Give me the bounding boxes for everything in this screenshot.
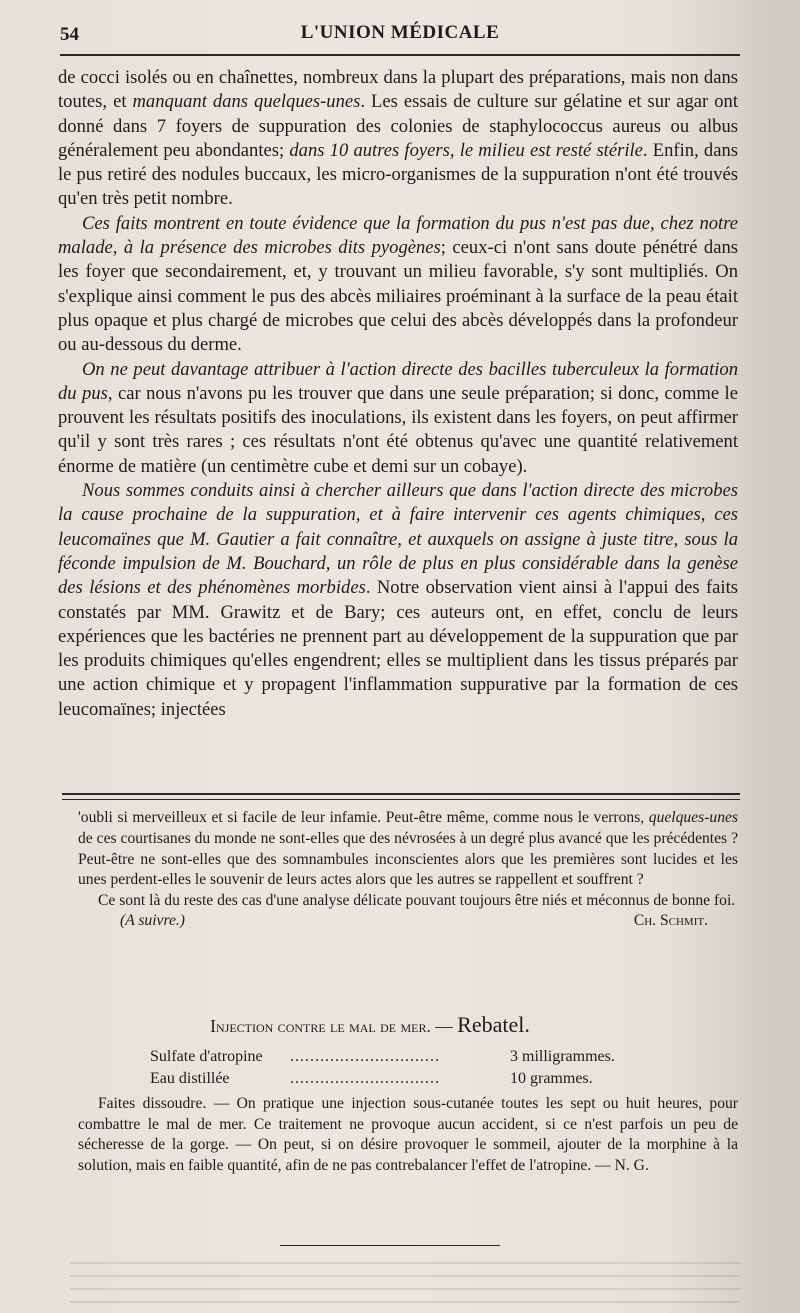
- ingredient-row: [150, 1048, 640, 1070]
- author-signature: Ch. Schmit.: [633, 911, 708, 929]
- ingredient-name: Sulfate d'atropine: [150, 1048, 263, 1065]
- feuilleton-paragraph: Ce sont là du reste des cas d'une analyse délicate pouvant toujours être niés et méconnus de bonne foi.: [98, 892, 736, 910]
- main-paragraph: On ne peut davantage attribuer à l'action directe des bacilles tuberculeux la formation du pus, car nous n'avons pu les trouver que dans une seule préparation; si donc, comme le prouvent les résultats positifs des inoculations, ils existent dans les foyers, on peut affirmer qu'il y sont très rares ; ces résultats n'ont été obtenus qu'avec une quantité relativement énorme de matière (un centimètre cube et demi sur un cobaye).: [58, 358, 738, 477]
- section-divider: [62, 793, 740, 800]
- leader-dots: ..............................: [290, 1070, 440, 1087]
- ingredient-row: [150, 1070, 640, 1092]
- to-be-continued: (A suivre.): [120, 911, 185, 929]
- recipe-instructions: [78, 1094, 738, 1176]
- feuilleton-continuation: [78, 808, 738, 934]
- signature-line: [78, 912, 738, 934]
- ingredient-name: Eau distillée: [150, 1070, 230, 1087]
- recipe-title: Injection contre le mal de mer. — Rebatel.: [210, 1012, 530, 1037]
- main-paragraph: Nous sommes conduits ainsi à chercher ailleurs que dans l'action directe des microbes la cause prochaine de la suppuration, et à faire intervenir ces agents chimiques, ces leucomaïnes que M. Gautier a fait connaître, et auxquels on assigne à juste titre, sous la féconde impulsion de M. Bouchard, un rôle de plus en plus considérable dans la genèse des lésions et des phénomènes morbides. Notre observation vient ainsi à l'appui des faits constatés par MM. Grawitz et de Bary; ces auteurs ont, en effet, conclu de leurs expériences que les bactéries ne prennent part au développement de la suppuration que par les produits chimiques qu'elles engendrent; elles se multiplient dans les tissus préparés par une action chimique et y propagent l'inflammation suppurative par la formation de ces leucomaïnes; injectées: [58, 480, 739, 720]
- main-paragraph: Ces faits montrent en toute évidence que la formation du pus n'est pas due, chez notre malade, à la présence des microbes dits pyogènes; ceux-ci n'ont sans doute pénétré dans les foyer que secondairement, et, y trouvant un milieu favorable, s'y sont multipliés. On s'explique ainsi comment le pus des abcès miliaires proéminant à la surface de la peau était plus opaque et plus chargé de microbes que celui des abcès développés dans la profondeur ou au-dessous du derme.: [58, 212, 738, 356]
- page-number: 54: [60, 24, 79, 45]
- leader-dots: ..............................: [290, 1048, 440, 1065]
- page-header: [60, 18, 740, 56]
- main-article-text: [58, 66, 738, 722]
- recipe-author: Rebatel.: [457, 1012, 530, 1037]
- end-rule: [280, 1245, 500, 1246]
- feuilleton-paragraph: 'oubli si merveilleux et si facile de leur infamie. Peut-être même, comme nous le verrons, quelques-unes de ces courtisanes du monde ne sont-elles que des névrosées à un degré plus avancé que les précédentes ? Peut-être ne sont-elles que des somnambules inconscientes alors que les premières sont lucides et les unes perdent-elles le souvenir de leurs actes alors que les autres se rappellent et souffrent ?: [78, 809, 738, 889]
- ingredient-quantity: 3 milligrammes.: [510, 1048, 615, 1065]
- show-through-texture: [70, 1262, 740, 1306]
- running-head: L'UNION MÉDICALE: [300, 22, 500, 43]
- recipe-paragraph: Faites dissoudre. — On pratique une injection sous-cutanée toutes les sept ou huit heures, pour combattre le mal de mer. Ce traitement ne provoque aucun accident, si ce n'est parfois un peu de sécheresse de la gorge. — On peut, si on désire provoquer le sommeil, ajouter de la morphine à la solution, mais en faible quantité, afin de ne pas contrebalancer l'effet de l'atropine. — N. G.: [78, 1095, 738, 1174]
- ingredient-quantity: 10 grammes.: [510, 1070, 593, 1087]
- main-paragraph: de cocci isolés ou en chaînettes, nombreux dans la plupart des préparations, mais non dans toutes, et manquant dans quelques-unes. Les essais de culture sur gélatine et sur agar ont donné dans 7 foyers de suppuration des colonies de staphylococcus aureus ou albus généralement peu abondantes; dans 10 autres foyers, le milieu est resté stérile. Enfin, dans le pus retiré des nodules buccaux, les micro-organismes de la suppuration n'ont été trouvés qu'en très petit nombre.: [58, 67, 738, 210]
